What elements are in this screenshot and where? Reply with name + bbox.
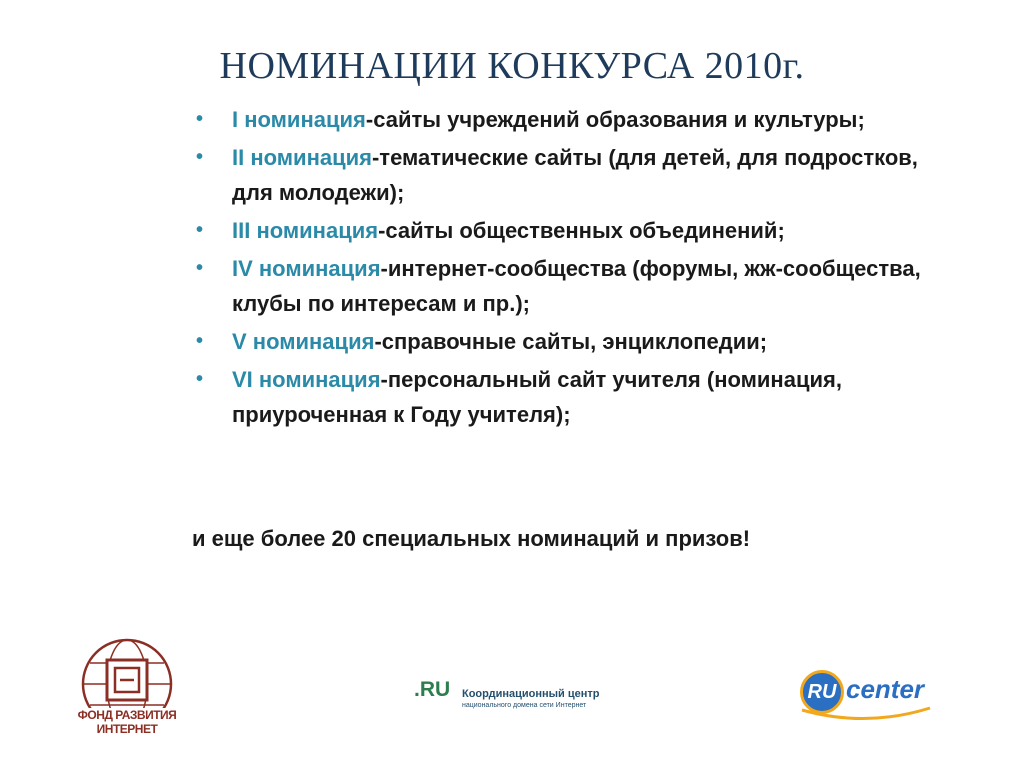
ru-center-title: Координационный центр bbox=[462, 688, 600, 700]
rucenter-logo bbox=[796, 664, 936, 728]
nominations-list bbox=[196, 102, 956, 435]
list-item bbox=[196, 324, 956, 359]
nomination-label: IV номинация bbox=[232, 256, 381, 281]
ru-mark: .RU bbox=[414, 678, 451, 701]
bullet-icon: • bbox=[196, 219, 204, 241]
nomination-label: III номинация bbox=[232, 218, 379, 243]
nomination-label: II номинация bbox=[232, 145, 372, 170]
nomination-label: V номинация bbox=[232, 329, 375, 354]
list-item bbox=[196, 140, 956, 210]
bullet-icon: • bbox=[196, 146, 204, 168]
page-title: НОМИНАЦИИ КОНКУРСА 2010г. bbox=[219, 45, 805, 87]
list-item bbox=[196, 362, 956, 432]
nomination-label: VI номинация bbox=[232, 367, 381, 392]
nomination-text: -персональный сайт учителя (номинация, приуроченная к Году учителя); bbox=[232, 367, 842, 427]
bullet-icon: • bbox=[196, 330, 204, 352]
bullet-icon: • bbox=[196, 257, 204, 279]
list-item bbox=[196, 213, 956, 248]
fund-logo bbox=[52, 638, 202, 734]
ru-coordination-center-logo bbox=[414, 676, 614, 726]
nomination-text: -интернет-сообщества (форумы, жж-сообщества, клубы по интересам и пр.); bbox=[232, 256, 921, 316]
list-item bbox=[196, 251, 956, 321]
list-item bbox=[196, 102, 956, 137]
nomination-text: -сайты общественных объединений; bbox=[378, 218, 785, 243]
nomination-text: -справочные сайты, энциклопедии; bbox=[374, 329, 768, 354]
bullet-icon: • bbox=[196, 368, 204, 390]
bullet-icon: • bbox=[196, 108, 204, 130]
rucenter-word: center bbox=[846, 674, 925, 704]
rucenter-mark: RU bbox=[800, 670, 844, 714]
nomination-text: -тематические сайты (для детей, для подростков, для молодежи); bbox=[232, 145, 918, 205]
nomination-text: -сайты учреждений образования и культуры; bbox=[365, 107, 865, 132]
fund-caption: ФОНД РАЗВИТИЯ ИНТЕРНЕТ bbox=[52, 708, 202, 736]
footer-note: и еще более 20 специальных номинаций и призов! bbox=[192, 526, 751, 551]
nomination-label: I номинация bbox=[232, 107, 366, 132]
ru-center-subtitle: национального домена сети Интернет bbox=[462, 702, 587, 709]
